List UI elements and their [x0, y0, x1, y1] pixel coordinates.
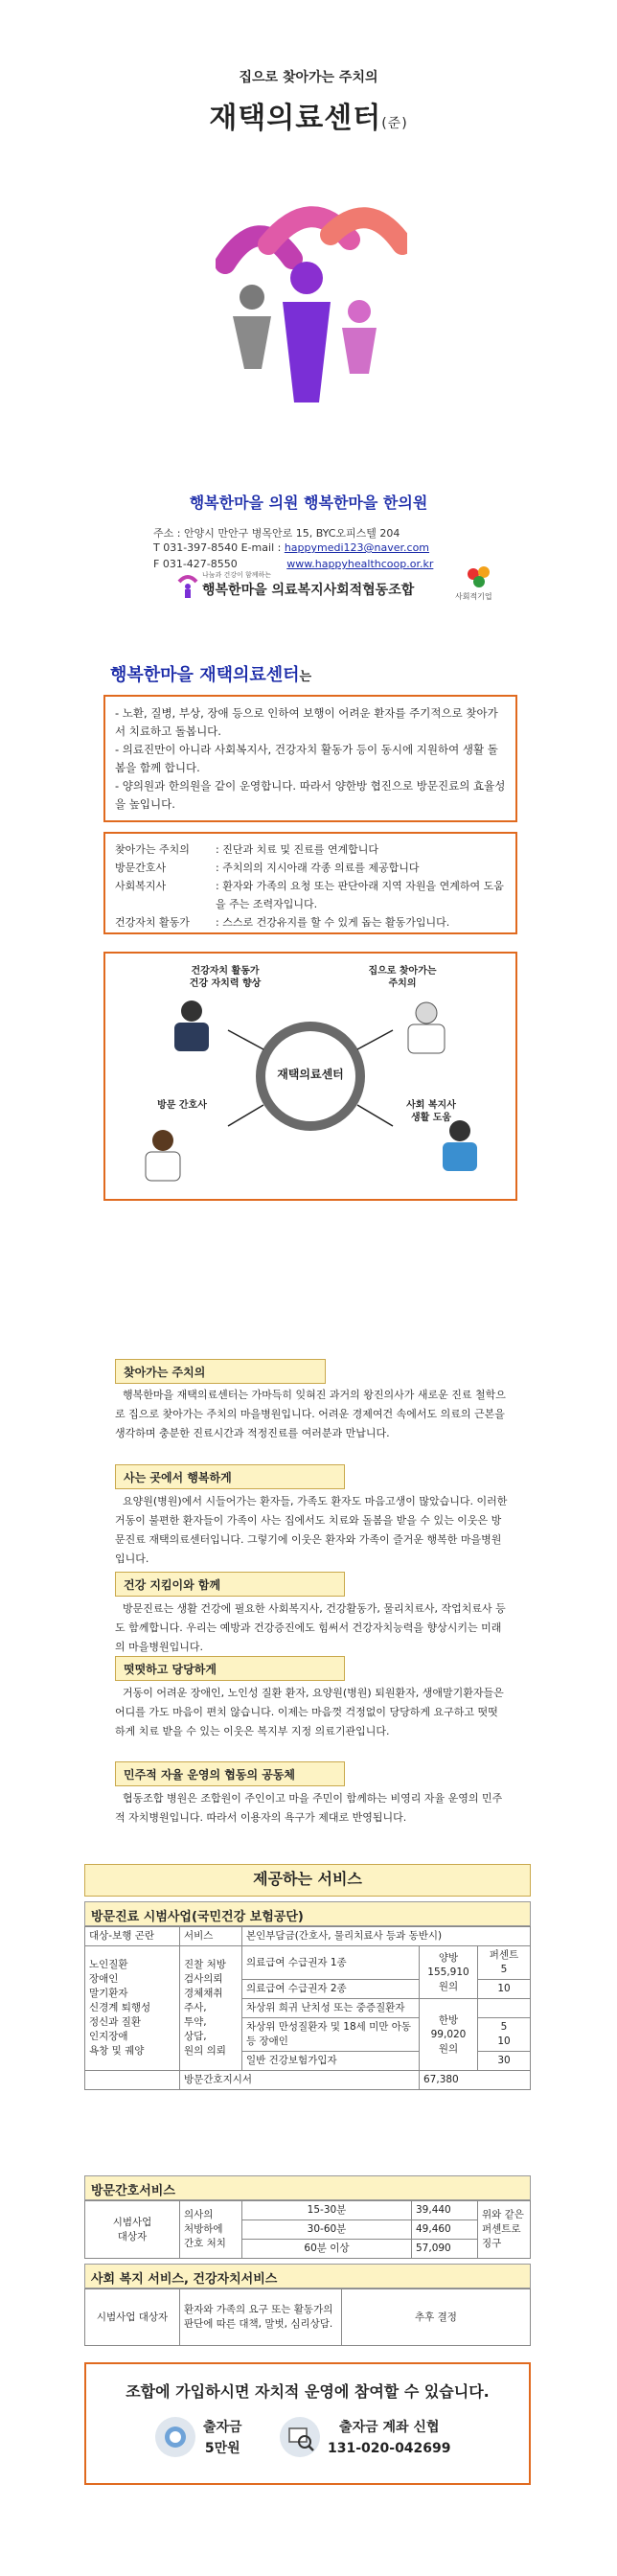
contact-address: 주소 : 안양시 만안구 병목안로 15, BYC오피스텔 204 — [153, 527, 400, 540]
section-title: 건강 지킴이와 함께 — [115, 1572, 345, 1597]
feature-item: - 의료진만이 아니라 사회복지사, 건강자치 활동가 등이 동시에 지원하여 생활 돌봄을 함께 합니다. — [115, 743, 498, 774]
diagram-label-bottom-left: 방문 간호사 — [157, 1100, 207, 1111]
role-row — [115, 840, 506, 859]
time-cell: 30-60분 — [242, 2220, 412, 2240]
fee-amount: 155,910 — [427, 1966, 469, 1978]
fee-unit: 원의 — [438, 1980, 459, 1992]
role-desc: : 주치의의 지시아래 각종 의료를 제공합니다 — [216, 862, 420, 874]
fee-cell: 49,460 — [412, 2220, 478, 2240]
fee-desc-cell: 차상위 희귀 난치성 또는 중증질환자 — [242, 1999, 420, 2018]
services-section-header: 방문간호서비스 — [84, 2175, 531, 2200]
join-item-label: 출자금 계좌 신협 — [339, 2420, 440, 2435]
pct-cell — [478, 1999, 531, 2018]
join-item-value: 131-020-042699 — [328, 2441, 451, 2456]
fee-desc-cell: 차상위 만성질환자 및 18세 미만 아동 등 장애인 — [242, 2018, 420, 2052]
nurse-order-label: 방문간호지시서 — [180, 2071, 420, 2090]
nurse-target-cell: 시범사업 대상자 — [85, 2201, 180, 2259]
table-row — [85, 2289, 531, 2346]
table-header-cell: 서비스 — [180, 1927, 242, 1946]
fee-unit: 원의 — [438, 2042, 459, 2055]
pct-cell: 10 — [478, 1980, 531, 1999]
title-suffix: (준) — [381, 116, 408, 131]
membership-join-box — [84, 2362, 531, 2485]
role-name: 건강자치 활동가 — [115, 916, 190, 929]
social-service-table — [84, 2288, 531, 2346]
contact-fax: F 031-427-8550 — [153, 558, 238, 570]
diagram-label-top-left: 건강자치 활동가 건강 자치력 향상 — [189, 966, 262, 989]
fee-cell: 39,440 — [412, 2201, 478, 2220]
table-header-cell: 본인부담금(간호사, 물리치료사 등과 동반시) — [242, 1927, 531, 1946]
section-title: 사는 곳에서 행복하게 — [115, 1464, 345, 1489]
diagram-label-top-right: 집으로 찾아가는 주치의 — [368, 966, 437, 989]
table-row — [85, 2071, 531, 2090]
fee-amount: 99,020 — [430, 2028, 467, 2040]
time-cell: 15-30분 — [242, 2201, 412, 2220]
diagram-center-label: 재택의료센터 — [277, 1068, 344, 1081]
contact-tel-email — [153, 541, 429, 554]
fee-desc-cell: 의료급여 수급권자 1종 — [242, 1946, 420, 1980]
diagram-label-bottom-right: 사회 복지사 생활 도움 — [406, 1100, 456, 1123]
table-row — [85, 1927, 531, 1946]
section-title: 떳떳하고 당당하게 — [115, 1656, 345, 1681]
page-title — [0, 94, 617, 136]
coin-icon — [155, 2417, 195, 2457]
home-visit-service-table — [84, 1926, 531, 2090]
cooperative-logo-illustration — [216, 192, 407, 412]
pct-cell — [478, 2018, 531, 2052]
pct-value: 5 — [500, 2021, 508, 2033]
section-title: 찾아가는 주치의 — [115, 1359, 326, 1384]
target-group-cell: 노인질환 장애인 말기환자 신경계 퇴행성 정신과 질환 인지장애 욕창 및 궤양 — [85, 1946, 180, 2071]
pct-cell: 30 — [478, 2052, 531, 2071]
social-desc-cell: 환자와 가족의 요구 또는 활동가의 판단에 따른 대책, 말벗, 심리상담. — [180, 2289, 342, 2346]
role-name: 사회복지사 — [115, 880, 167, 892]
feature-item: - 노환, 질병, 부상, 장애 등으로 인하여 보행이 어려운 환자를 주기적으로 찾아가서 치료하고 돌봅니다. — [115, 706, 498, 738]
social-enterprise-icon — [465, 564, 493, 589]
intro-suffix: 는 — [299, 670, 312, 684]
join-item-label: 출자금 — [203, 2420, 242, 2435]
role-name: 찾아가는 주치의 — [115, 843, 190, 856]
fee-type: 양방 — [438, 1951, 459, 1964]
role-name: 방문간호사 — [115, 862, 167, 874]
clinic-names: 행복한마을 의원 행복한마을 한의원 — [189, 494, 428, 512]
join-item-account — [328, 2417, 451, 2459]
role-desc: : 환자와 가족의 요청 또는 판단아래 지역 자원을 연계하여 도움을 주는 조력자입니다. — [216, 880, 504, 910]
care-team-diagram — [103, 952, 517, 1201]
email-link[interactable]: happymedi123@naver.com — [284, 541, 430, 554]
section-body: 행복한마을 재택의료센터는 가마득히 잊혀진 과거의 왕진의사가 새로운 진료 철학으로 집으로 찾아가는 주치의 마을병원입니다. 어려운 경제여건 속에서도 의료의 근본을 생각하며 충분한 진료시간과 적정진료를 여러분과 만납니다. — [115, 1389, 506, 1439]
roles-table — [115, 840, 506, 932]
services-title: 제공하는 서비스 — [84, 1864, 531, 1897]
contact-tel: T 031-397-8540 E-mail : — [153, 541, 285, 554]
role-row — [115, 877, 506, 913]
section-body: 협동조합 병원은 조합원이 주인이고 마을 주민이 함께하는 비영리 자율 운영의 민주적 자치병원입니다. 따라서 이용자의 욕구가 제대로 반영됩니다. — [115, 1792, 503, 1824]
role-row — [115, 913, 506, 932]
section-body: 거동이 어려운 장애인, 노인성 질환 환자, 요양원(병원) 퇴원환자, 생애말기환자들은 어디를 가도 마음이 편치 않습니다. 이제는 마음껏 걱정없이 당당하게 요구하고 떳떳하게 치료 받을 수 있는 이웃은 복지부 지정 의료기관입니다. — [115, 1687, 504, 1737]
nurse-note-cell: 위와 같은 퍼센트로 징구 — [478, 2201, 531, 2259]
table-header-cell: 대상-보행 곤란 — [85, 1927, 180, 1946]
intro-title — [110, 661, 311, 686]
fee-cell — [420, 1946, 478, 1999]
logo-name: 행복한마을 의료복지사회적협동조합 — [202, 583, 415, 598]
section-body: 요양원(병원)에서 시들어가는 환자들, 가족도 환자도 마음고생이 많았습니다. 이러한 거동이 불편한 환자들이 가족이 사는 집에서도 치료와 돌봄을 받을 수 있는 이웃은 방문진료 재택의료센터입니다. 그렇기에 이웃은 환자와 가족이 즐거운 행복한 마을병원입니다. — [115, 1495, 508, 1565]
fee-desc-cell: 일반 건강보험가입자 — [242, 2052, 420, 2071]
nurse-service-cell: 의사의 처방하에 간호 처치 — [180, 2201, 242, 2259]
table-row — [85, 2201, 531, 2220]
logo-tagline: 나눔과 건강이 함께하는 — [202, 571, 272, 579]
fee-cell — [420, 1999, 478, 2071]
role-desc: : 진단과 치료 및 진료를 연계합니다 — [216, 843, 378, 856]
section-title: 민주적 자율 운영의 협동의 공동체 — [115, 1761, 345, 1786]
pct-value: 10 — [497, 2036, 511, 2047]
join-item-contribution — [203, 2417, 242, 2459]
contact-fax-web — [153, 558, 433, 570]
pct-value: 5 — [500, 1964, 508, 1975]
role-row — [115, 859, 506, 877]
table-row — [85, 1946, 531, 1980]
home-nursing-table — [84, 2200, 531, 2259]
services-section-header: 방문진료 시범사업(국민건강 보험공단) — [84, 1901, 531, 1926]
service-list-cell: 진찰 처방 검사의뢰 경체채취 주사, 투약, 상담, 원의 의뢰 — [180, 1946, 242, 2071]
role-desc: : 스스로 건강유지를 할 수 있게 돕는 활동가입니다. — [216, 916, 450, 929]
organization-logo — [177, 570, 503, 605]
fee-desc-cell: 의료급여 수급권자 2종 — [242, 1980, 420, 1999]
empty-cell — [85, 2071, 180, 2090]
services-section-header: 사회 복지 서비스, 건강자치서비스 — [84, 2264, 531, 2288]
title-text: 재택의료센터 — [209, 102, 382, 135]
intro-feature-box — [103, 695, 517, 822]
social-target-cell: 시범사업 대상자 — [85, 2289, 180, 2346]
intro-title-text: 행복한마을 재택의료센터 — [110, 665, 300, 685]
team-roles-box — [103, 832, 517, 934]
pct-cell — [478, 1946, 531, 1980]
pct-header: 퍼센트 — [489, 1949, 519, 1961]
nurse-order-fee: 67,380 — [420, 2071, 531, 2090]
join-item-value: 5만원 — [204, 2441, 240, 2456]
header-subtitle: 집으로 찾아가는 주치의 — [239, 70, 378, 85]
fee-type: 한방 — [438, 2013, 459, 2026]
social-enterprise-badge: 사회적기업 — [455, 592, 492, 601]
social-fee-cell: 추후 결정 — [342, 2289, 531, 2346]
section-body: 방문진료는 생활 건강에 필요한 사회복지사, 건강활동가, 물리치료사, 작업치료사 등도 함께합니다. 우리는 예방과 건강증진에도 힘써서 건강자치능력을 향상시키는 미래의 마을병원입니다. — [115, 1602, 506, 1653]
coop-mark-icon — [177, 574, 198, 599]
website-link[interactable]: www.happyhealthcoop.or.kr — [286, 558, 434, 570]
feature-item: - 양의원과 한의원을 같이 운영합니다. 따라서 양한방 협진으로 방문진료의 효율성을 높입니다. — [115, 779, 506, 811]
join-title: 조합에 가입하시면 자치적 운영에 참여할 수 있습니다. — [126, 2382, 490, 2401]
fee-cell: 57,090 — [412, 2240, 478, 2259]
account-search-icon — [280, 2417, 320, 2457]
time-cell: 60분 이상 — [242, 2240, 412, 2259]
